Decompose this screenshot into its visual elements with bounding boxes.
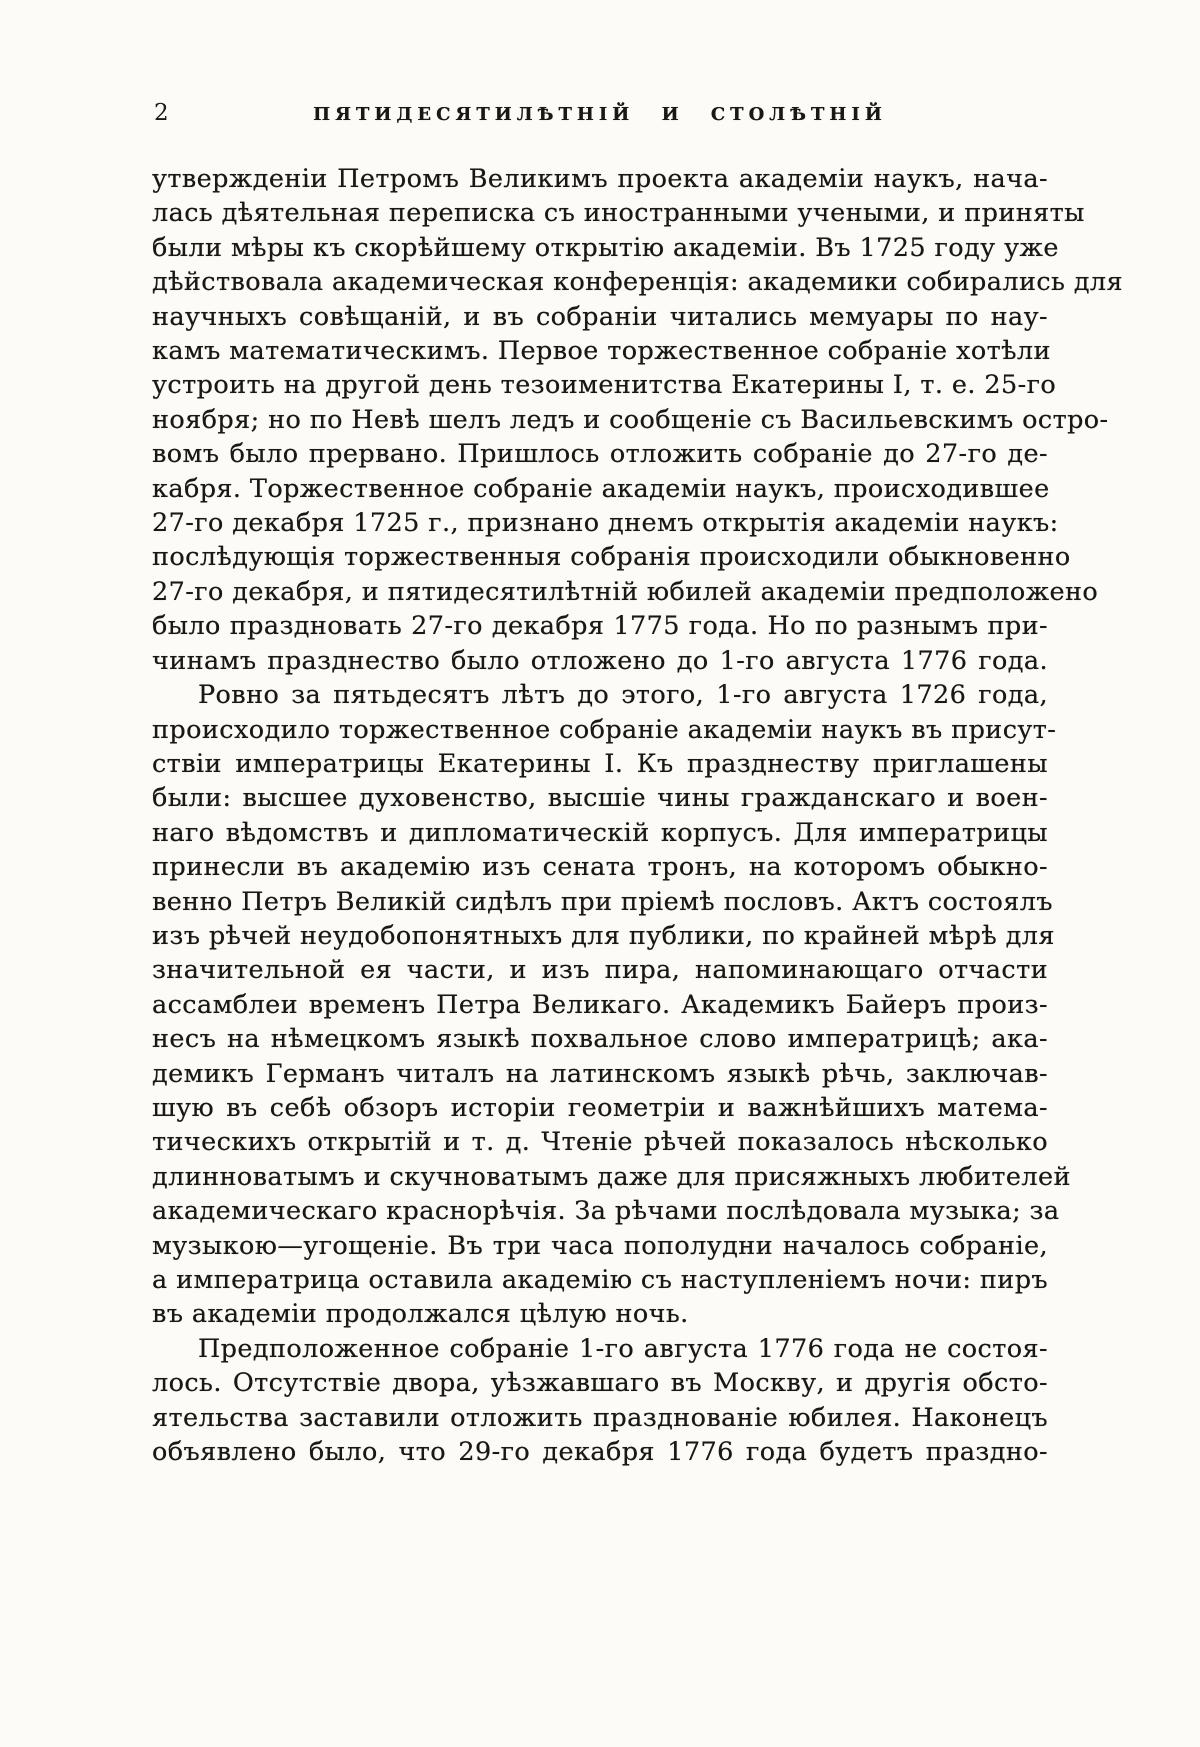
text-line: Предположенное собраніе 1-го августа 1776 года не состоя- <box>198 1333 1048 1364</box>
text-line: устроить на другой день тезоименитства Екатерины I, т. е. 25-го <box>152 370 1057 401</box>
text-line: значительной ея части, и изъ пира, напоминающаго отчасти <box>152 955 1048 986</box>
text-line: а императрица оставила академію съ наступленіемъ ночи: пиръ <box>152 1265 1049 1295</box>
page-body <box>152 162 1124 1469</box>
page-number: 2 <box>154 100 170 126</box>
text-line: научныхъ совѣщаній, и въ собраніи читались мемуары по нау- <box>152 301 1048 332</box>
text-line: дѣйствовала академическая конференція: академики собирались для <box>152 267 1124 298</box>
text-line: 27-го декабря, и пятидесятилѣтній юбилей академіи предположено <box>152 576 1099 607</box>
text-line: наго вѣдомствъ и дипломатическій корпусъ. Для императрицы <box>152 817 1048 848</box>
text-line: происходило торжественное собраніе академіи наукъ въ присут- <box>152 714 1057 745</box>
text-line: ствіи императрицы Екатерины I. Къ празднеству приглашены <box>152 748 1048 779</box>
text-line: тическихъ открытій и т. д. Чтеніе рѣчей показалось нѣсколько <box>152 1127 1048 1158</box>
text-line: утвержденіи Петромъ Великимъ проекта академіи наукъ, нача- <box>152 164 1048 194</box>
paragraph <box>152 678 1071 1332</box>
text-line: музыкою—угощеніе. Въ три часа пополудни началось собраніе, <box>152 1230 1048 1261</box>
text-line: ассамблеи временъ Петра Великаго. Академикъ Байеръ произ- <box>152 989 1048 1020</box>
text-line: были: высшее духовенство, высшіе чины гражданскаго и воен- <box>152 783 1048 814</box>
text-line: венно Петръ Великій сидѣлъ при пріемѣ пословъ. Актъ состоялъ <box>152 886 1053 917</box>
text-line: кабря. Торжественное собраніе академіи наукъ, происходившее <box>152 473 1050 504</box>
paragraph <box>152 162 1124 678</box>
text-line: принесли въ академію изъ сената тронъ, на которомъ обыкно- <box>152 852 1048 883</box>
text-line: вомъ было прервано. Пришлось отложить собраніе до 27-го де- <box>152 439 1048 470</box>
text-line: Ровно за пятьдесятъ лѣтъ до этого, 1-го августа 1726 года, <box>198 680 1048 711</box>
text-line: длинноватымъ и скучноватымъ даже для присяжныхъ любителей <box>152 1161 1071 1192</box>
text-line: объявлено было, что 29-го декабря 1776 года будетъ праздно- <box>152 1437 1048 1468</box>
text-line: камъ математическимъ. Первое торжественное собраніе хотѣли <box>152 336 1051 367</box>
page-header <box>152 96 1048 138</box>
text-line: были мѣры къ скорѣйшему открытію академіи. Въ 1725 году уже <box>152 232 1059 263</box>
text-line: чинамъ празднество было отложено до 1-го августа 1776 года. <box>152 645 1048 676</box>
paragraph <box>152 1332 1048 1470</box>
text-line: академическаго краснорѣчія. За рѣчами послѣдовала музыка; за <box>152 1196 1060 1227</box>
text-line: ноября; но по Невѣ шелъ ледъ и сообщеніе съ Васильевскимъ остро- <box>152 404 1109 435</box>
text-line: лось. Отсутствіе двора, уѣзжавшаго въ Москву, и другія обсто- <box>152 1368 1048 1399</box>
text-line: шую въ себѣ обзоръ исторіи геометріи и важнѣйшихъ матема- <box>152 1092 1048 1123</box>
text-line: 27-го декабря 1725 г., признано днемъ открытія академіи наукъ: <box>152 508 1059 539</box>
text-line: ятельства заставили отложить празднованіе юбилея. Наконецъ <box>152 1402 1048 1433</box>
running-title: ПЯТИДЕСЯТИЛѢТНІЙ И СТОЛѢТНІЙ <box>313 104 887 125</box>
text-line: изъ рѣчей неудобопонятныхъ для публики, по крайней мѣрѣ для <box>152 920 1055 951</box>
text-line: послѣдующія торжественныя собранія происходили обыкновенно <box>152 542 1071 573</box>
text-line: лась дѣятельная переписка съ иностранными учеными, и приняты <box>152 198 1085 229</box>
text-line: въ академіи продолжался цѣлую ночь. <box>152 1299 689 1330</box>
text-line: демикъ Германъ читалъ на латинскомъ языкѣ рѣчь, заключав- <box>152 1058 1048 1089</box>
text-line: несъ на нѣмецкомъ языкѣ похвальное слово императрицѣ; ака- <box>152 1024 1048 1055</box>
text-line: было праздновать 27-го декабря 1775 года. Но по разнымъ при- <box>152 611 1048 642</box>
